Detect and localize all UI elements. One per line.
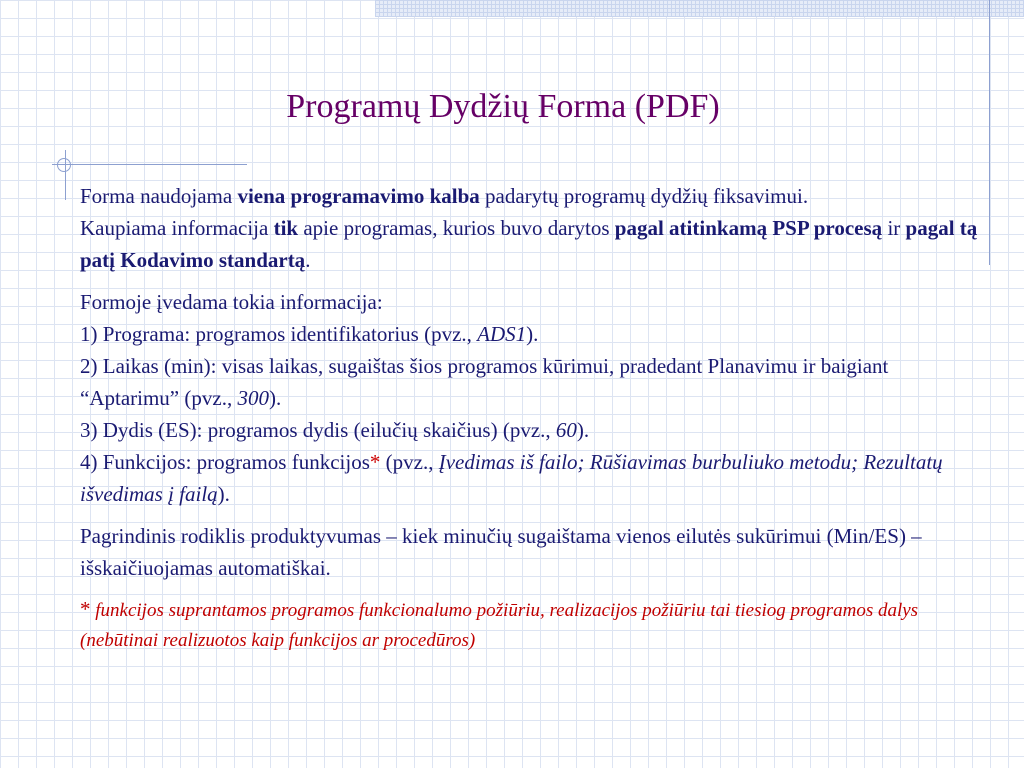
- text-segment: ).: [268, 386, 282, 410]
- footnote-marker: *: [80, 597, 91, 621]
- footnote-text: funkcijos suprantamos programos funkcionalumo požiūriu, realizacijos požiūriu tai tiesiog programos dalys (nebūtinai realizuotos kaip funkcijos ar procedūros): [80, 600, 919, 651]
- vertical-rule-right: [989, 0, 990, 265]
- circle-ornament: [57, 158, 71, 172]
- text-segment: Kaupiama informacija: [80, 216, 274, 240]
- text-segment: ir: [882, 216, 906, 240]
- text-segment: ).: [217, 482, 230, 506]
- text-segment: padarytų programų dydžių fiksavimui.: [479, 184, 809, 208]
- bold-segment: tik: [273, 216, 299, 240]
- text-segment: ).: [526, 322, 539, 346]
- text-segment: ).: [576, 418, 590, 442]
- paragraph-form-purpose: [80, 180, 985, 276]
- text-segment: .: [305, 248, 311, 272]
- field-item-2: 2) Laikas (min): visas laikas, sugaištas šios programos kūrimui, pradedant Planavimu ir baigiant “Aptarimu” (pvz.,: [80, 354, 889, 410]
- paragraph-form-fields: [80, 286, 985, 510]
- top-decoration-band: [375, 0, 1024, 17]
- fields-intro: Formoje įvedama tokia informacija:: [80, 290, 383, 314]
- example-value: Įvedimas iš failo; Rūšiavimas burbuliuko metodu; Rezultatų išvedimas į failą: [80, 450, 943, 506]
- footnote-marker: *: [369, 450, 381, 474]
- text-segment: Forma naudojama: [80, 184, 238, 208]
- horizontal-rule: [52, 164, 247, 165]
- text-segment: (pvz.,: [380, 450, 439, 474]
- footnote: [80, 594, 985, 656]
- bold-segment: pagal atitinkamą PSP procesą: [614, 216, 883, 240]
- example-value: ADS1: [477, 322, 527, 346]
- example-value: 60: [555, 418, 577, 442]
- field-item-3: 3) Dydis (ES): programos dydis (eilučių skaičius) (pvz.,: [80, 418, 556, 442]
- example-value: 300: [237, 386, 269, 410]
- field-item-4: 4) Funkcijos: programos funkcijos: [80, 450, 370, 474]
- field-item-1: 1) Programa: programos identifikatorius (pvz.,: [80, 322, 478, 346]
- text-segment: apie programas, kurios buvo darytos: [298, 216, 615, 240]
- slide-title: Programų Dydžių Forma (PDF): [286, 88, 720, 125]
- bold-segment: pagal tą patį Kodavimo standartą: [80, 216, 978, 272]
- bold-segment: viena programavimo kalba: [237, 184, 480, 208]
- paragraph-productivity: Pagrindinis rodiklis produktyvumas – kiek minučių sugaištama vienos eilutės sukūrimui (Min/ES) – išskaičiuojamas automatiškai.: [80, 524, 922, 580]
- slide-content: [80, 180, 985, 666]
